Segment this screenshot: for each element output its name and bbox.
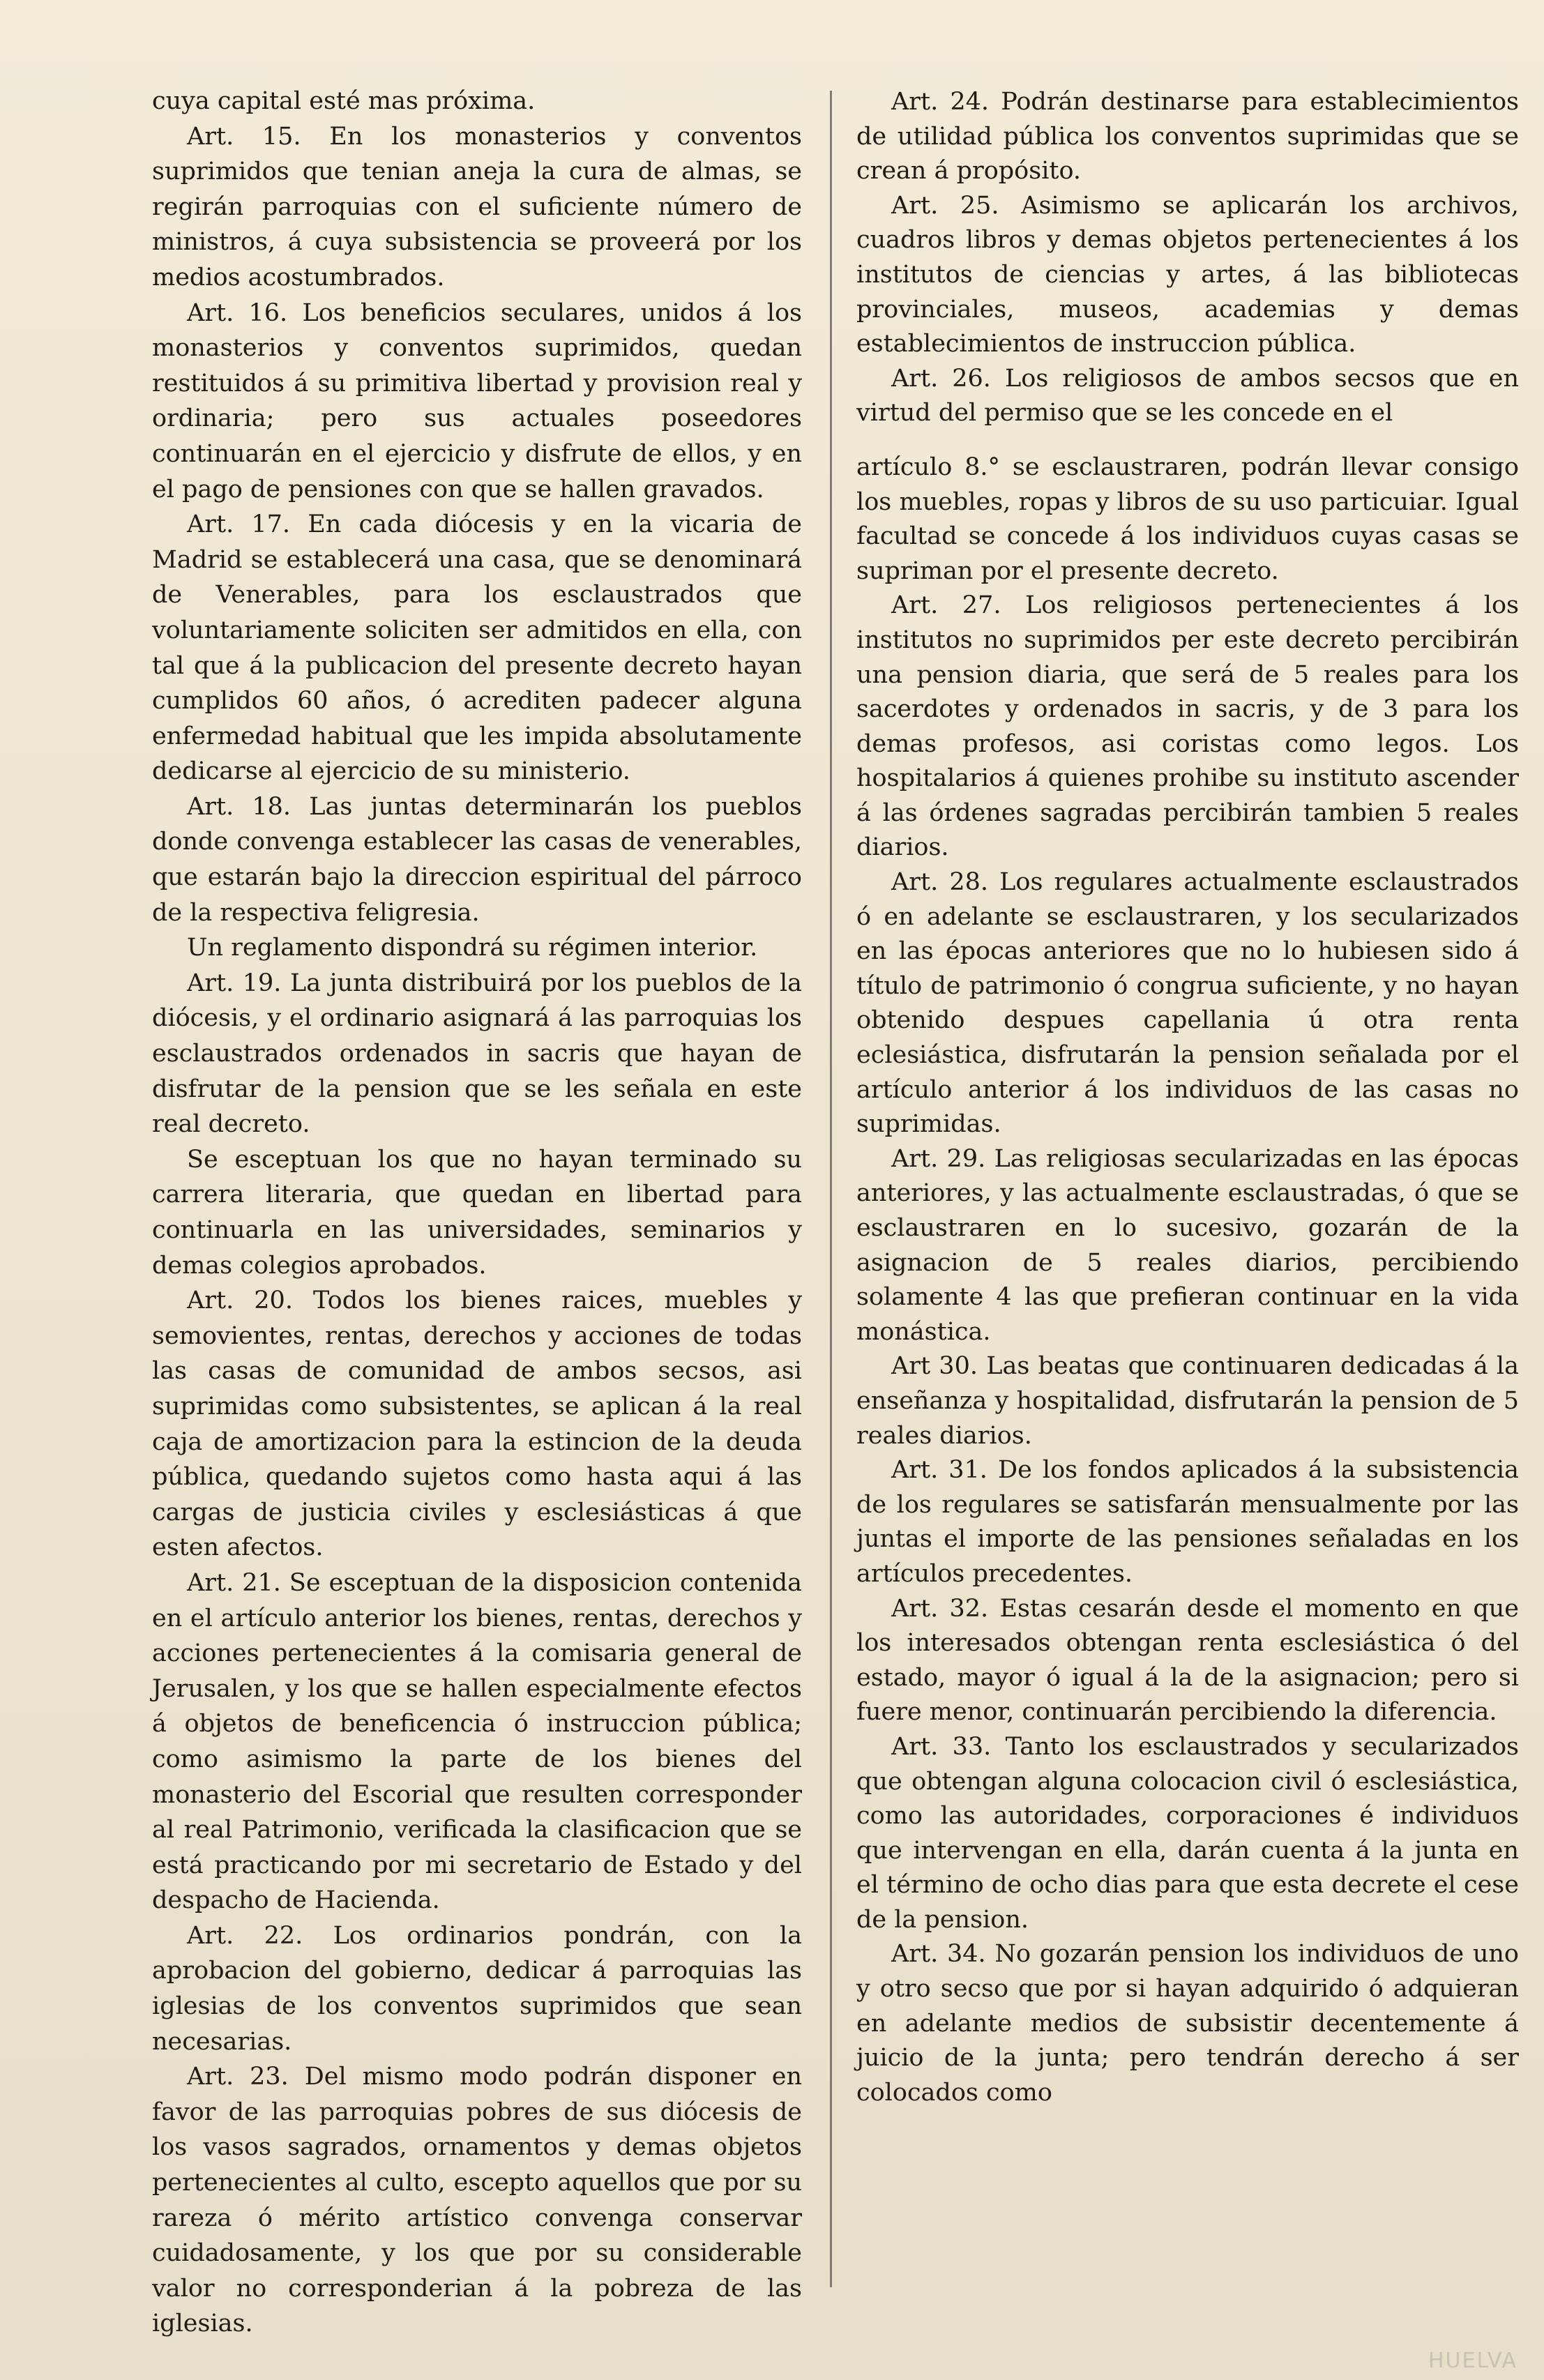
column-divider [830,91,832,2287]
article-paragraph: Art. 15. En los monasterios y conventos suprimidos que tenian aneja la cura de almas, se regirán parroquias con el suficiente número de ministros, á cuya subsistencia se proveerá por los medios acostumbrados. [152,122,802,291]
right-column [856,85,1519,2110]
article-paragraph: cuya capital esté mas próxima. [152,87,536,115]
article-paragraph: Art. 16. Los beneficios seculares, unidos á los monasterios y conventos suprimidos, quedan restituidos á su primitiva libertad y provision real y ordinaria; pero sus actuales poseedores continuarán en el ejercicio y disfrute de ellos, y en el pago de pensiones con que se hallen gravados. [152,298,802,503]
article-paragraph: Art. 34. No gozarán pension los individuos de uno y otro secso que por si hayan adquirido ó adquieran en adelante medios de subsistir decentemente á juicio de la junta; pero tendrán derecho á ser colocados como [856,1940,1519,2107]
article-paragraph: Art. 17. En cada diócesis y en la vicaria de Madrid se establecerá una casa, que se denominará de Venerables, para los esclaustrados que voluntariamente soliciten ser admitidos en ella, con tal que á la publicacion del presente decreto hayan cumplidos 60 años, ó acrediten padecer alguna enfermedad habitual que les impida absolutamente dedicarse al ejercicio de su ministerio. [152,510,802,786]
article-paragraph: Art. 28. Los regulares actualmente esclaustrados ó en adelante se esclaustraren, y los secularizados en las épocas anteriores que no lo hubiesen sido á título de patrimonio ó congrua suficiente, y no hayan obtenido despues capellania ú otra renta eclesiástica, disfrutarán la pension señalada por el artículo anterior á los individuos de las casas no suprimidas. [856,868,1519,1139]
article-paragraph: Art. 25. Asimismo se aplicarán los archivos, cuadros libros y demas objetos pertenecientes á los institutos de ciencias y artes, á las bibliotecas provinciales, museos, academias y demas establecimientos de instruccion pública. [856,191,1519,358]
article-paragraph: Art. 18. Las juntas determinarán los pueblos donde convenga establecer las casas de venerables, que estarán bajo la direccion espiritual del párroco de la respectiva feligresia. [152,792,802,927]
article-paragraph: Se esceptuan los que no hayan terminado su carrera literaria, que quedan en libertad para continuarla en las universidades, seminarios y demas colegios aprobados. [152,1145,802,1280]
article-paragraph: artículo 8.° se esclaustraren, podrán llevar consigo los muebles, ropas y libros de su uso particuiar. Igual facultad se concede á los individuos cuyas casas se supriman por el presente decreto. [856,453,1519,585]
left-column [152,84,802,2342]
article-paragraph: Art. 19. La junta distribuirá por los pueblos de la diócesis, y el ordinario asignará á las parroquias los esclaustrados ordenados in sacris que hayan de disfrutar de la pension que se les señala en este real decreto. [152,969,802,1139]
article-paragraph: Art. 23. Del mismo modo podrán disponer en favor de las parroquias pobres de sus diócesis de los vasos sagrados, ornamentos y demas objetos pertenecientes al culto, escepto aquellos que por su rareza ó mérito artístico convenga conservar cuidadosamente, y los que por su considerable valor no corresponderian á la pobreza de las iglesias. [152,2063,802,2338]
article-paragraph: Art. 27. Los religiosos pertenecientes á los institutos no suprimidos per este decreto percibirán una pension diaria, que será de 5 reales para los sacerdotes y ordenados in sacris, y de 3 para los demas profesos, asi coristas como legos. Los hospitalarios á quienes prohibe su instituto ascender á las órdenes sagradas percibirán tambien 5 reales diarios. [856,591,1519,862]
article-paragraph: Art 30. Las beatas que continuaren dedicadas á la enseñanza y hospitalidad, disfrutarán la pension de 5 reales diarios. [856,1352,1519,1450]
article-paragraph: Art. 33. Tanto los esclaustrados y secularizados que obtengan alguna colocacion civil ó esclesiástica, como las autoridades, corporaciones é individuos que intervengan en ella, darán cuenta á la junta en el término de ocho dias para que esta decrete el cese de la pension. [856,1732,1519,1934]
paragraph-gap [856,431,1519,450]
article-paragraph: Art. 21. Se esceptuan de la disposicion contenida en el artículo anterior los bienes, rentas, derechos y acciones pertenecientes á la comisaria general de Jerusalen, y los que se hallen especialmente efectos á objetos de beneficencia ó instruccion pública; como asimismo la parte de los bienes del monasterio del Escorial que resulten corresponder al real Patrimonio, verificada la clasificacion que se está practicando por mi secretario de Estado y del despacho de Hacienda. [152,1568,802,1915]
article-paragraph: Art. 29. Las religiosas secularizadas en las épocas anteriores, y las actualmente esclaustradas, ó que se esclaustraren en lo sucesivo, gozarán de la asignacion de 5 reales diarios, percibiendo solamente 4 las que prefieran continuar en la vida monástica. [856,1144,1519,1346]
article-paragraph: Art. 24. Podrán destinarse para establecimientos de utilidad pública los conventos suprimidas que se crean á propósito. [856,88,1519,185]
archive-watermark: HUELVA [1428,2349,1517,2373]
article-paragraph: Art. 20. Todos los bienes raices, muebles y semovientes, rentas, derechos y acciones de todas las casas de comunidad de ambos secsos, asi suprimidas como subsistentes, se aplican á la real caja de amortizacion para la estincion de la deuda pública, quedando sujetos como hasta aqui á las cargas de justicia civiles y esclesiásticas á que esten afectos. [152,1287,802,1562]
article-paragraph: Art. 31. De los fondos aplicados á la subsistencia de los regulares se satisfarán mensualmente por las juntas el importe de las pensiones señaladas en los artículos precedentes. [856,1456,1519,1588]
article-paragraph: Un reglamento dispondrá su régimen interior. [187,934,758,962]
article-paragraph: Art. 26. Los religiosos de ambos secsos que en virtud del permiso que se les concede en el [856,364,1519,427]
article-paragraph: Art. 22. Los ordinarios pondrán, con la aprobacion del gobierno, dedicar á parroquias las iglesias de los conventos suprimidos que sean necesarias. [152,1921,802,2056]
article-paragraph: Art. 32. Estas cesarán desde el momento en que los interesados obtengan renta esclesiástica ó del estado, mayor ó igual á la de la asignacion; pero si fuere menor, continuarán percibiendo la diferencia. [856,1594,1519,1727]
